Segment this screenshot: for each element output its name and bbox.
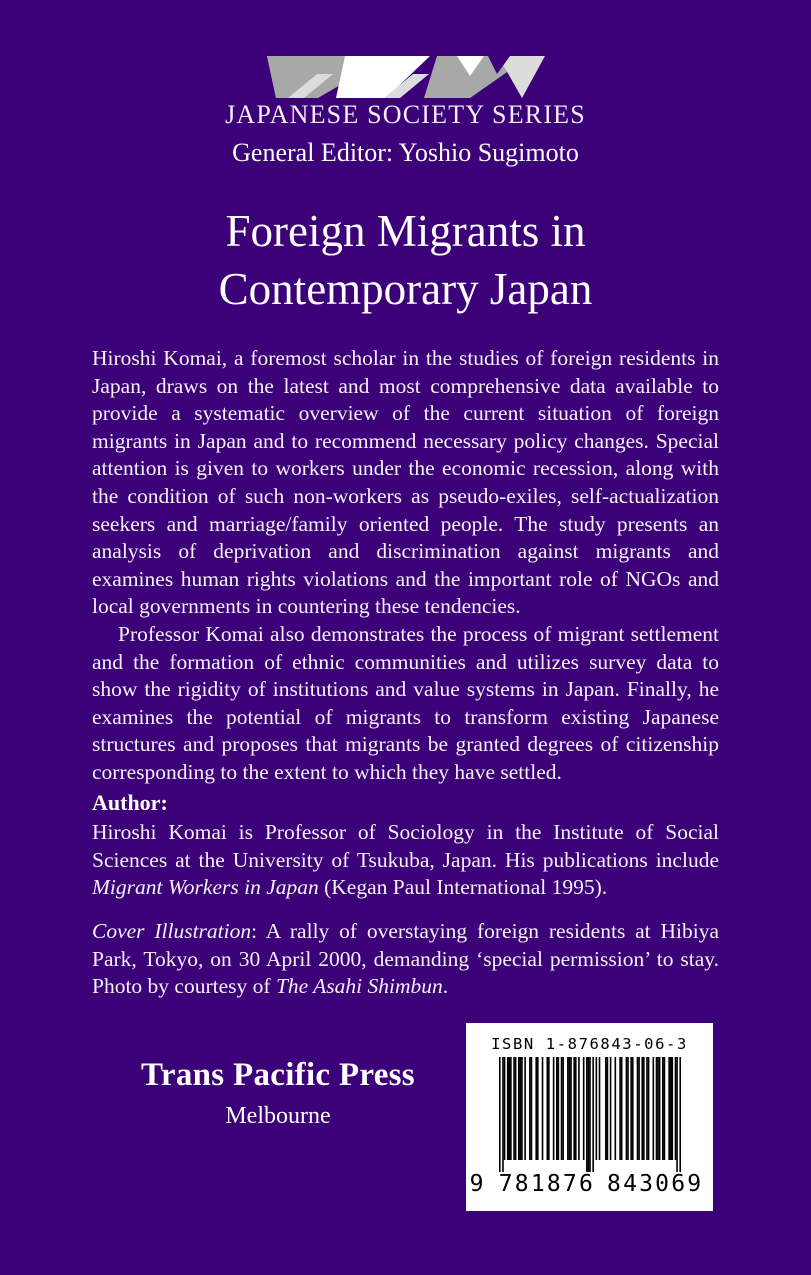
ean-right-group: 843069 bbox=[607, 1171, 704, 1197]
series-title: JAPANESE SOCIETY SERIES bbox=[225, 100, 586, 129]
blurb-text bbox=[92, 345, 719, 787]
ean-lead-digit: 9 bbox=[469, 1171, 486, 1197]
author-biography bbox=[92, 819, 719, 902]
cover-illustration-trailing: . bbox=[442, 974, 449, 999]
author-bio-part-1: Hiroshi Komai is Professor of Sociology in the Institute of Social Sciences at the University of Tsukuba, Japan. His publications include bbox=[92, 820, 719, 872]
cover-illustration-label: Cover Illustration bbox=[92, 919, 252, 943]
book-title-line-2: Contemporary Japan bbox=[218, 264, 593, 314]
isbn-label: ISBN 1-876843-06-3 bbox=[491, 1035, 688, 1053]
publisher-block bbox=[92, 1057, 464, 1130]
ean13-digits bbox=[466, 1171, 713, 1197]
ean-left-group: 781876 bbox=[498, 1171, 596, 1197]
barcode-panel bbox=[466, 1023, 713, 1211]
publisher-city: Melbourne bbox=[225, 1103, 331, 1129]
japanese-society-series-chevron-logo bbox=[0, 52, 811, 98]
general-editor-line: General Editor: Yoshio Sugimoto bbox=[232, 138, 579, 167]
publisher-name: Trans Pacific Press bbox=[141, 1057, 415, 1093]
author-cited-work-title: Migrant Workers in Japan bbox=[92, 875, 319, 900]
book-title bbox=[0, 202, 811, 318]
blurb-paragraph-1: Hiroshi Komai, a foremost scholar in the studies of foreign residents in Japan, draws on the latest and most comprehensive data available to provide a systematic overview of the current situation of foreign migrants in Japan and to recommend necessary policy changes. Special attention is given to workers under the economic recession, along with the condition of such non-workers as pseudo-exiles, self-actualization seekers and marriage/family oriented people. The study presents an analysis of deprivation and discrimination against migrants and examines human rights violations and the important role of NGOs and local governments in countering these tendencies. bbox=[92, 346, 719, 619]
book-title-line-1: Foreign Migrants in bbox=[225, 206, 586, 256]
author-heading: Author: bbox=[92, 790, 168, 815]
cover-illustration-source: The Asahi Shimbun bbox=[275, 974, 443, 999]
cover-illustration-credit bbox=[92, 918, 719, 1001]
author-block bbox=[92, 790, 719, 902]
cover-illustration-description: : A rally of overstaying foreign residents at Hibiya Park, Tokyo, on 30 April 2000, demanding ‘special permission’ to stay. Photo by courtesy of bbox=[92, 919, 719, 999]
author-bio-part-2: (Kegan Paul International 1995). bbox=[318, 875, 608, 900]
blurb-paragraph-2: Professor Komai also demonstrates the process of migrant settlement and the formation of ethnic communities and utilizes survey data to show the rigidity of institutions and value systems in Japan. Finally, he examines the potential of migrants to transform existing Japanese structures and proposes that migrants be granted degrees of citizenship corresponding to the extent to which they have settled. bbox=[92, 621, 719, 784]
ean13-barcode-bars bbox=[499, 1057, 681, 1172]
